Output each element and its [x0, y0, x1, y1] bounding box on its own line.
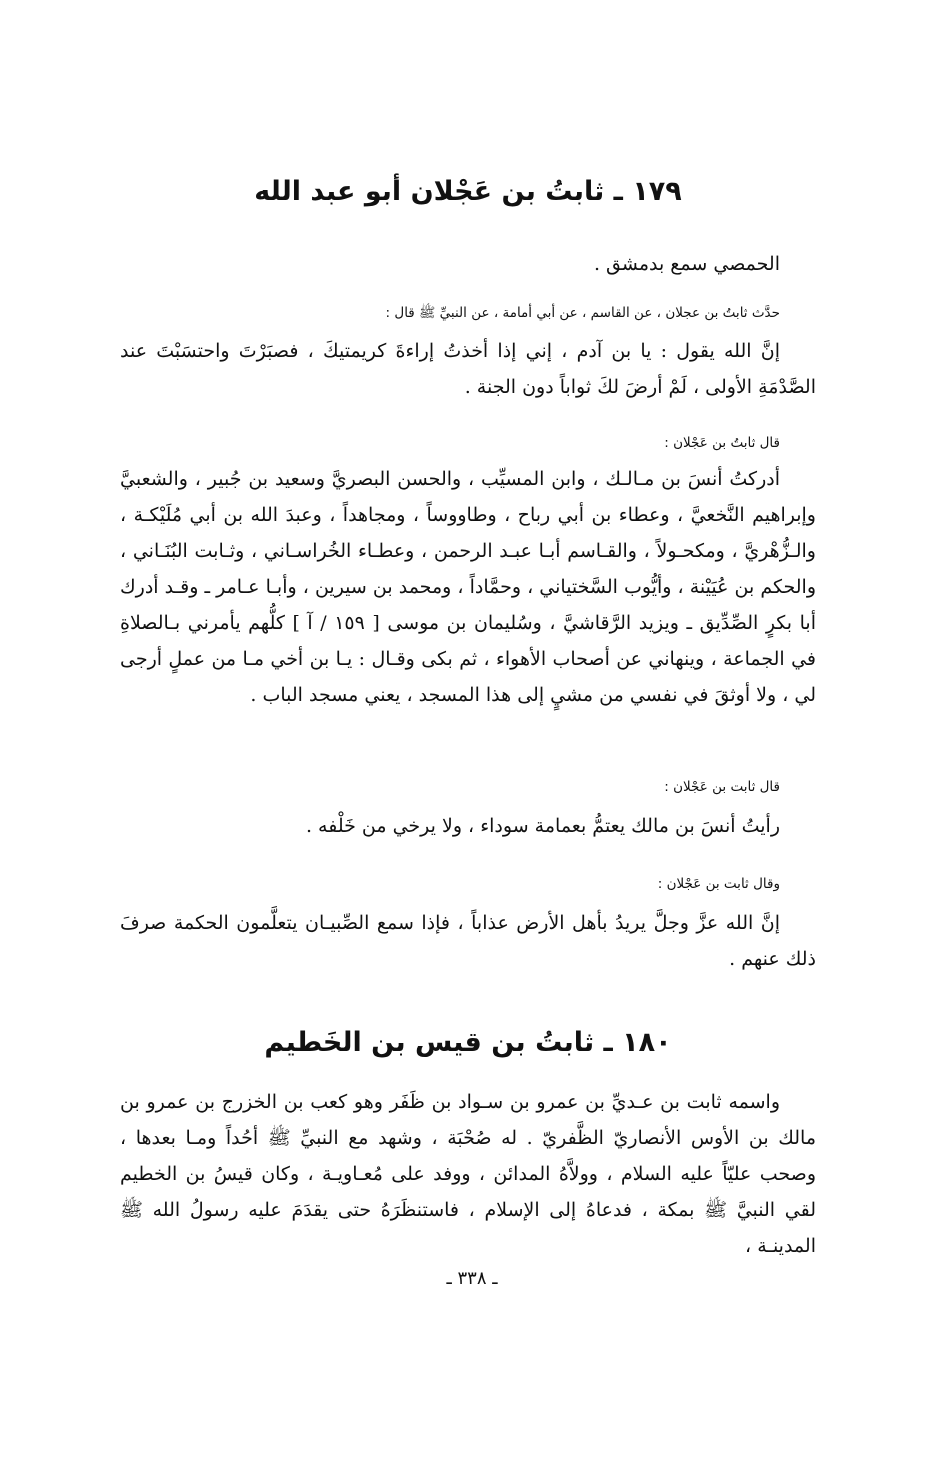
- entry-179-isnad: [120, 302, 816, 324]
- entry-180-text: واسمه ثابت بن عـديِّ بن عمرو بن سـواد بن ظَفَر وهو كعب بن الخزرج بن عمرو بن مالك بن الأوس الأنصاريّ الظَّفريّ . له صُحْبَة ، وشهد مع النبيِّ ﷺ أحُداً ومـا بعدها ، وصحب عليّاً عليه السلام ، وولاَّهُ المدائن ، ووفد على مُعـاويـة ، وكان قيسُ بن الخطيم لقي النبيَّ ﷺ بمكة ، فدعاهُ إلى الإسلام ، فاستنظَرَهُ حتى يقدَمَ عليه رسولُ الله ﷺ المدينـة ،: [120, 1091, 816, 1257]
- quote-3: [120, 905, 816, 977]
- entry-179-heading: ١٧٩ ـ ثابتُ بن عَجْلان أبو عبد الله: [254, 176, 682, 207]
- quote-2-label-text: قال ثابت بن عَجْلان :: [664, 779, 780, 795]
- entry-179-hadith: [120, 333, 816, 405]
- quote-1-label-text: قال ثابتُ بن عَجْلان :: [664, 435, 780, 451]
- quote-1-label: [120, 432, 816, 454]
- quote-2-text: رأيتُ أنسَ بن مالك يعتمُّ بعمامة سوداء ، ولا يرخي من خَلْفه .: [305, 815, 780, 837]
- entry-180-body: [120, 1084, 816, 1264]
- quote-3-label: [120, 873, 816, 895]
- quote-1-text: أدركتُ أنسَ بن مـالـك ، وابن المسيِّب ، والحسن البصريَّ وسعيد بن جُبير ، والشعبيَّ وإبراهيم النَّخعيَّ ، وعطاء بن أبي رباح ، وطاووساً ، ومجاهداً ، وعبدَ الله بن أبي مُلَيْكـة ، والـزُّهْريَّ ، ومكحـولاً ، والقـاسم أبـا عبـد الرحمن ، وعطـاء الخُراسـاني ، وثـابت البُنَـاني ، والحكم بن عُيَيْنة ، وأيُّوب السَّختياني ، وحمَّاداً ، ومحمد بن سيرين ، وأبـا عـامر ـ وقـد أدرك أبا بكرٍ الصِّدِّيق ـ ويزيد الرَّقاشيَّ ، وسُليمان بن موسى [ ١٥٩ / آ ] كلُّهم يأمرني بـالصلاةِ في الجماعة ، وينهاني عن أصحاب الأهواء ، ثم بكى وقـال : يـا بن أخي مـا من عملٍ أرجى لي ، ولا أوثقَ في نفسي من مشيٍ إلى هذا المسجد ، يعني مسجد الباب .: [120, 468, 816, 706]
- quote-2: [120, 808, 816, 844]
- quote-2-label: [120, 776, 816, 798]
- entry-179-intro-text: الحمصي سمع بدمشق .: [593, 253, 780, 275]
- isnad-text: حدَّث ثابتُ بن عجلان ، عن القاسم ، عن أبي أمامة ، عن النبيِّ ﷺ قال :: [385, 305, 780, 321]
- quote-3-label-text: وقال ثابت بن عَجْلان :: [657, 876, 780, 892]
- entry-180-heading: ١٨٠ ـ ثابتُ بن قيس بن الخَطيم: [264, 1027, 672, 1058]
- entry-179-intro: [120, 246, 816, 282]
- page-number: ـ ٣٣٨ ـ: [446, 1268, 498, 1289]
- hadith-text: إنَّ الله يقول : يا بن آدم ، إني إذا أخذتُ إراءةَ كريمتيكَ ، فصبَرْتَ واحتسَبْتَ عند الصَّدْمَةِ الأولى ، لَمْ أرضَ لكَ ثواباً دون الجنة .: [120, 340, 816, 398]
- quote-3-text: إنَّ الله عزَّ وجلَّ يريدُ بأهل الأرض عذاباً ، فإذا سمع الصِّبيـان يتعلَّمون الحكمة صرفَ ذلك عنهم .: [120, 912, 816, 970]
- quote-1: [120, 461, 816, 713]
